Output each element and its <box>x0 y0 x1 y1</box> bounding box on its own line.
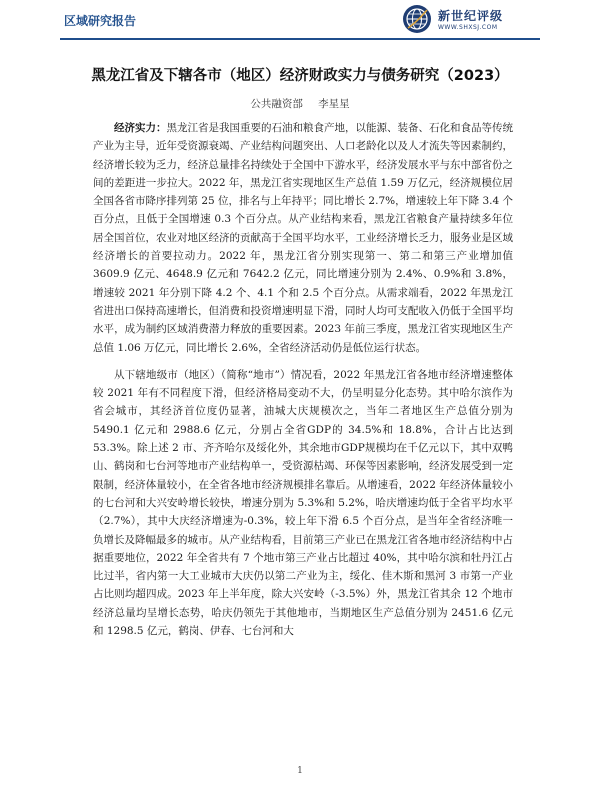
company-logo <box>402 4 552 36</box>
paragraph-lead: 经济实力： <box>114 122 167 134</box>
prefecture-overview-paragraph <box>93 366 513 640</box>
report-title: 黑龙江省及下辖各市（地区）经济财政实力与债务研究（2023） <box>91 68 509 84</box>
page-number: 1 <box>297 766 303 776</box>
economic-strength-paragraph <box>93 119 513 357</box>
header-divider <box>60 38 540 40</box>
globe-emblem-icon <box>402 4 432 34</box>
paragraph-text: 黑龙江省是我国重要的石油和粮食产地，以能源、装备、石化和食品等传统产业为主导，近年受资源衰竭、产业结构问题突出、人口老龄化以及人才流失等因素制约，经济增长较为乏力，经济总量排名持续处于全国中下游水平，经济发展水平与东中部省份之间的差距进一步拉大。2022 年，黑龙江省实现地区生产总值 1.59 万亿元，经济规模位居全国各省市降序排列第 25 位，排名与上年持平；同比增长 2.7%，增速较上年下降 3.4 个百分点，且低于全国增速 0.3 个百分点。从产业结构来看，黑龙江省粮食产量持续多年位居全国首位，农业对地区经济的贡献高于全国平均水平，工业经济增长乏力，服务业是区域经济增长的首要拉动力。2022 年，黑龙江省分别实现第一、第二和第三产业增加值 3609.9 亿元、4648.9 亿元和 7642.2 亿元，同比增速分别为 2.4%、0.9%和 3.8%，增速较 2021 年分别下降 4.2 个、4.1 个和 2.5 个百分点。从需求端看，2022 年黑龙江省进出口保持高速增长，但消费和投资增速明显下滑，同时人均可支配收入仍低于全国平均水平，成为制约区域消费潜力释放的重要因素。2023 年前三季度，黑龙江省实现地区生产总值 1.06 万亿元，同比增长 2.6%，全省经济活动仍是低位运行状态。 <box>93 122 513 354</box>
department-name: 公共融资部 <box>250 98 303 110</box>
section-label: 区域研究报告 <box>64 14 137 28</box>
logo-name: 新世纪评级 <box>438 9 504 23</box>
logo-url: WWW.SHXSJ.COM <box>438 24 498 31</box>
report-header <box>0 0 600 40</box>
report-body <box>93 119 513 649</box>
author-name: 李星星 <box>318 98 350 110</box>
paragraph-text: 从下辖地级市（地区）（简称“地市”）情况看，2022 年黑龙江省各地市经济增速整体较 2021 年有不同程度下滑，但经济格局变动不大，仍呈明显分化态势。其中哈尔滨作为省会城市，其经济首位度仍显著，油城大庆规模次之，当年二者地区生产总值分别为 5490.1 亿元和 2988.6 亿元，分别占全省GDP的 34.5%和 18.8%，合计占比达到 53.3%。除上述 2 市、齐齐哈尔及绥化外，其余地市GDP规模均在千亿元以下，其中双鸭山、鹤岗和七台河等地市产业结构单一，受资源枯竭、环保等因素影响，经济发展受到一定限制，经济体量较小，在全省各地市经济规模排名靠后。从增速看，2022 年经济体量较小的七台河和大兴安岭增长较快，增速分别为 5.3%和 5.2%，哈庆增速均低于全省平均水平（2.7%），其中大庆经济增速为-0.3%，较上年下滑 6.5 个百分点，是当年全省经济唯一负增长及降幅最多的城市。从产业结构看，目前第三产业已在黑龙江省各地市经济结构中占据重要地位，2022 年全省共有 7 个地市第三产业占比超过 40%，其中哈尔滨和牡丹江占比过半，省内第一大工业城市大庆仍以第二产业为主，绥化、佳木斯和黑河 3 市第一产业占比则均超四成。2023 年上半年度，除大兴安岭（-3.5%）外，黑龙江省其余 12 个地市经济总量均呈增长态势，哈庆仍领先于其他地市，当期地区生产总值分别为 2451.6 亿元和 1298.5 亿元，鹤岗、伊春、七台河和大 <box>93 368 513 638</box>
author-line <box>40 96 560 111</box>
